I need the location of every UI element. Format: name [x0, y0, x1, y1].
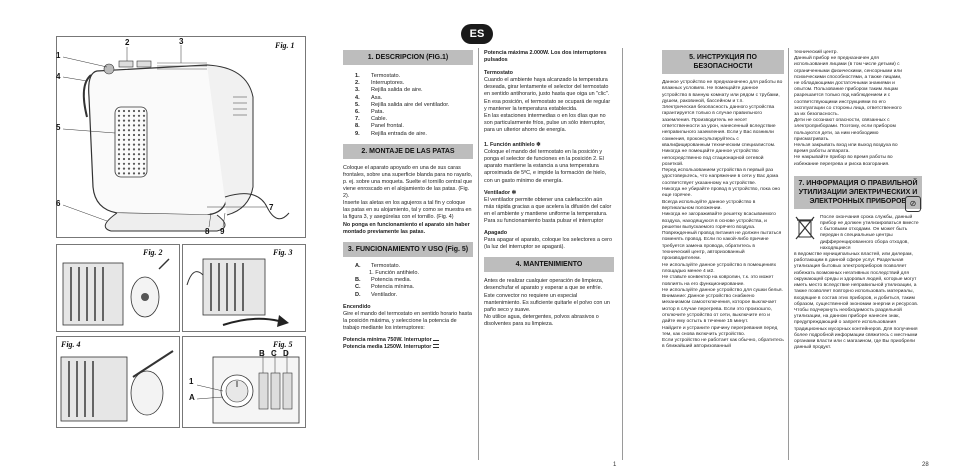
- callout-3: 3: [179, 37, 184, 46]
- list-item: 2. Interruptores.: [355, 80, 405, 87]
- antihielo-title: 1. Función antihielo ❄: [484, 142, 541, 149]
- callout-2: 2: [125, 38, 130, 47]
- list-item: 3. Rejilla salida de aire.: [355, 87, 423, 94]
- callout-1: 1: [56, 51, 61, 60]
- fig5-label-a: A: [189, 393, 195, 402]
- figure-5-panel: [182, 336, 306, 428]
- list-item: A. Termostato.: [355, 262, 401, 269]
- potencia-maxima: Potencia máxima 2.000W. Los dos interruptores pulsados: [484, 50, 607, 64]
- apagado-title: Apagado: [484, 230, 508, 237]
- ru-column-3: [662, 50, 784, 470]
- termostato-title: Termostato: [484, 70, 513, 77]
- montaje-warning: No ponga en funcionamiento el aparato sin haber montado previamente las patas.: [343, 221, 470, 235]
- fig5-label: Fig. 5: [273, 340, 293, 349]
- ru-column-4: [794, 50, 922, 470]
- list-item: 9. Rejilla entrada de aire.: [355, 130, 427, 137]
- fig5-label-b: B: [259, 349, 265, 358]
- encendido-text: Gire el mando del termostato en sentido horario hasta la posición máxima, y seleccione la potencia de trabajo mediante los interruptores:: [343, 310, 472, 332]
- fig5-label-c: C: [271, 349, 277, 358]
- fig5-label-1: 1: [189, 377, 194, 386]
- list-item: B. Potencia media.: [355, 277, 412, 284]
- fig5-label-d: D: [283, 349, 289, 358]
- descripcion-list: [355, 73, 473, 138]
- fig4-drawing: [57, 337, 179, 427]
- recycle-text-a: После окончания срока службы, данный прибор не должен утилизироваться вместе с бытовыми отходами. Он может быть передан в специальные центры дифференцированного сбора отходов, находящиеся: [820, 214, 919, 251]
- es-column-2: [484, 50, 617, 470]
- figure-1-panel: [56, 36, 306, 238]
- page-number-right: 28: [922, 462, 929, 468]
- list-item: C. Potencia mínima.: [355, 284, 415, 291]
- callout-8: 8: [205, 227, 210, 236]
- funcionamiento-list: [355, 263, 473, 299]
- fig2-drawing: [57, 245, 179, 331]
- mantenimiento-text: Antes de realizar cualquier operación de limpieza, desenchufar el aparato y esperar a que se enfríe. Este convector no requiere un especial mantenimiento. Es suficiente quitarle el polvo con un paño seco y suave. No utilice agua, detergentes, polvos abrasivos o disolventes para su limpieza.: [484, 278, 610, 327]
- recycle-block: [794, 215, 922, 252]
- recycle-text-b: в ведомстве муниципальных властей, или дилерам, работающим в данной сфере услуг. Раздельная утилизация бытовых электроприборов позволяет избежать возможных негативных последствий для окружающей среды и здоровья людей, которые могут иметь место вследствие неправильной утилизации, а также позволяет повторно использовать материалы, входящие в состав этих приборов, и добиться, таким образом, существенной экономии энергии и ресурсов. Чтобы подчеркнуть необходимость раздельной утилизации, на данном приборе нанесен знак, предупреждающий о запрете использования традиционных мусорных контейнеров. Для получения более подробной информации свяжитесь с местными органами власти или с магазином, где Вы приобрели данный продукт.: [794, 252, 919, 351]
- fig1-label: Fig. 1: [275, 41, 295, 50]
- column-divider: [788, 48, 789, 460]
- list-item: 5. Rejilla salida aire del ventilador.: [355, 101, 450, 108]
- heater-drawing: [57, 37, 305, 237]
- fig3-drawing: [183, 245, 305, 331]
- ventilador-text: El ventilador permite obtener una calefacción aún más rápida gracias a que acelera la difusión del calor en el ambiente y mantiene uniforme la temperatura. Para su funcionamiento basta pulsar el interruptor: [484, 196, 612, 224]
- figure-4-panel: [56, 336, 180, 428]
- crossed-bin-icon: [794, 215, 816, 241]
- es-column-1: [343, 50, 473, 470]
- apagado-text: Para apagar el aparato, coloque los selectores a cero (la luz del interruptor se apagará).: [484, 237, 612, 251]
- fig3-label: Fig. 3: [273, 248, 293, 257]
- fig2-label: Fig. 2: [143, 248, 163, 257]
- callout-7: 7: [269, 203, 274, 212]
- potencia-minima: Potencia mínima 750W. Interruptor: [343, 337, 473, 344]
- callout-6: 6: [56, 199, 61, 208]
- mantenimiento-heading: 4. MANTENIMIENTO: [484, 257, 614, 272]
- antihielo-text: Coloque el mando del termostato en la posición y ponga el selector de funciones en la posición 2. El aparato mantiene la estancia a una temperatura aproximada de 5ºC, e impide la formación de hielo, con un gasto mínimo de energía.: [484, 149, 607, 184]
- callout-5: 5: [56, 123, 61, 132]
- figure-3-panel: [182, 244, 306, 332]
- fig4-label: Fig. 4: [61, 340, 81, 349]
- list-item: 4. Asa.: [355, 94, 383, 101]
- page-number-left: 1: [613, 462, 617, 468]
- montaje-text: Coloque el aparato apoyado en una de sus caras frontales, sobre una superficie blanda para no rayarlo, p. ej. sobre una moqueta. Suelte el tornillo central que viene enroscado en el alojamiento de las patas. (Fig. 2). Inserte las aletas en los agujeros a tal fin y coloque las patas en su alojamiento, tal y como se muestra en la figura 3, y asegúrelas con el tornillo. (Fig. 4): [343, 164, 473, 221]
- language-badge: ES: [461, 24, 493, 44]
- list-item: 8. Panel frontal.: [355, 123, 404, 130]
- no-cover-icon: ⊘: [905, 196, 921, 212]
- montaje-heading: 2. MONTAJE DE LAS PATAS: [343, 144, 473, 159]
- encendido-title: Encendido: [343, 303, 371, 310]
- column-divider: [622, 48, 623, 460]
- list-item: 1. Termostato.: [355, 73, 401, 79]
- termostato-text: Cuando el ambiente haya alcanzado la temperatura deseada, girar lentamente el selector del termostato en sentido antihorario, justo hasta que oiga un "clic". En esa posición, el termostato se ocupará de regular y mantener la temperatura establecida. En las estaciones intermedias o en los días que no son particularmente fríos, pulse un sólo interruptor, para un ulterior ahorro de energía.: [484, 77, 611, 133]
- funcionamiento-heading: 3. FUNCIONAMIENTO Y USO (Fig. 5): [343, 242, 473, 257]
- list-item: 1. Función antihielo.: [369, 269, 420, 276]
- fan-icon: ✻: [511, 189, 517, 196]
- list-item: D. Ventilador.: [355, 291, 398, 298]
- safety-heading: 5. ИНСТРУКЦИЯ ПО БЕЗОПАСНОСТИ: [662, 50, 784, 74]
- list-item: 7. Cable.: [355, 116, 388, 123]
- child-safety-text: технический центр. Данный прибор не предназначен для использования лицами (в том числе детьми) с ограниченными физическими, сенсорными или психическими способностями, а также лицами, не обладающими достаточными знаниями и опытом. Пользование прибором таким лицам разрешается только под наблюдением и с соответствующими инструкциями по его эксплуатации со стороны лица, ответственного за их безопасность. Дети не осознают опасности, связанных с электроприборами. Поэтому, если прибором пользуются дети, за ним необходимо присматривать. Нельзя закрывать вход или выход воздуха во время работы аппарата. Не накрывайте прибор во время работы во избежание перегрева и риска возгорания.: [794, 50, 902, 167]
- figure-2-panel: [56, 244, 180, 332]
- callout-9: 9: [220, 227, 225, 236]
- potencia-media: Potencia media 1250W. Interruptor: [343, 344, 473, 351]
- snowflake-icon: ❄: [536, 142, 541, 149]
- callout-4: 4: [56, 72, 61, 81]
- safety-text: Данное устройство не предназначено для работы во влажных условиях. Не помещайте данное устройство в ванную комнату или рядом с трубами, душем, раковиной, бассейном и т.п. Электрическая безопасность данного устройства гарантируется только в случае правильного заземления. Производитель не несет ответственности за урон, нанесенный вследствие неправильного заземления. Если у Вас возникли сомнения, проконсультируйтесь с квалифицированным техническим специалистом. Никогда не помещайте данное устройство непосредственно под стационарной сетевой розеткой. Перед использованием устройства в первый раз удостоверьтесь, что напряжение в сети у Вас дома соответствует указанному на устройстве. Никогда не убирайте провод в устройство, пока оно еще горячее. Всегда используйте данное устройство в вертикальном положении. Никогда не загораживайте решетку всасываемого воздуха, находящуюся в основе устройства, и решетки выпускаемого горячего воздуха. Поврежденный провод питания не должен пытаться поменять провод. Если по какой-либо причине требуется замена провода, обратитесь в технический центр, авторизованный производителем. Не используйте данное устройство в помещениях площадью менее 4 м2. Не ставьте конвектор на ковролин, т.к. это может повлиять на его функционирование. Не используйте данное устройство для сушки белья. Внимание: Данное устройство снабжено механизмом самоотключения, которое выключает мотор в случае перегрева. Если это произошло, отключите устройство от сети, выключите его и дайте ему остыть в течение 15 минут. Найдите и устраните причину перегревания перед тем, как снова включить устройство. Если устройство не работает как обычно, обратитесь в ближайший авторизованный: [662, 80, 784, 350]
- ventilador-title: Ventilador ✻: [484, 189, 517, 196]
- column-divider: [478, 48, 479, 460]
- descripcion-heading: 1. DESCRIPCION (FIG.1): [343, 50, 473, 65]
- recycle-heading: 7. ИНФОРМАЦИЯ О ПРАВИЛЬНОЙ УТИЛИЗАЦИИ ЭЛЕКТРИЧЕСКИХ И ЭЛЕКТРОННЫХ ПРИБОРОВ: [794, 176, 922, 209]
- list-item: 6. Pata.: [355, 109, 385, 116]
